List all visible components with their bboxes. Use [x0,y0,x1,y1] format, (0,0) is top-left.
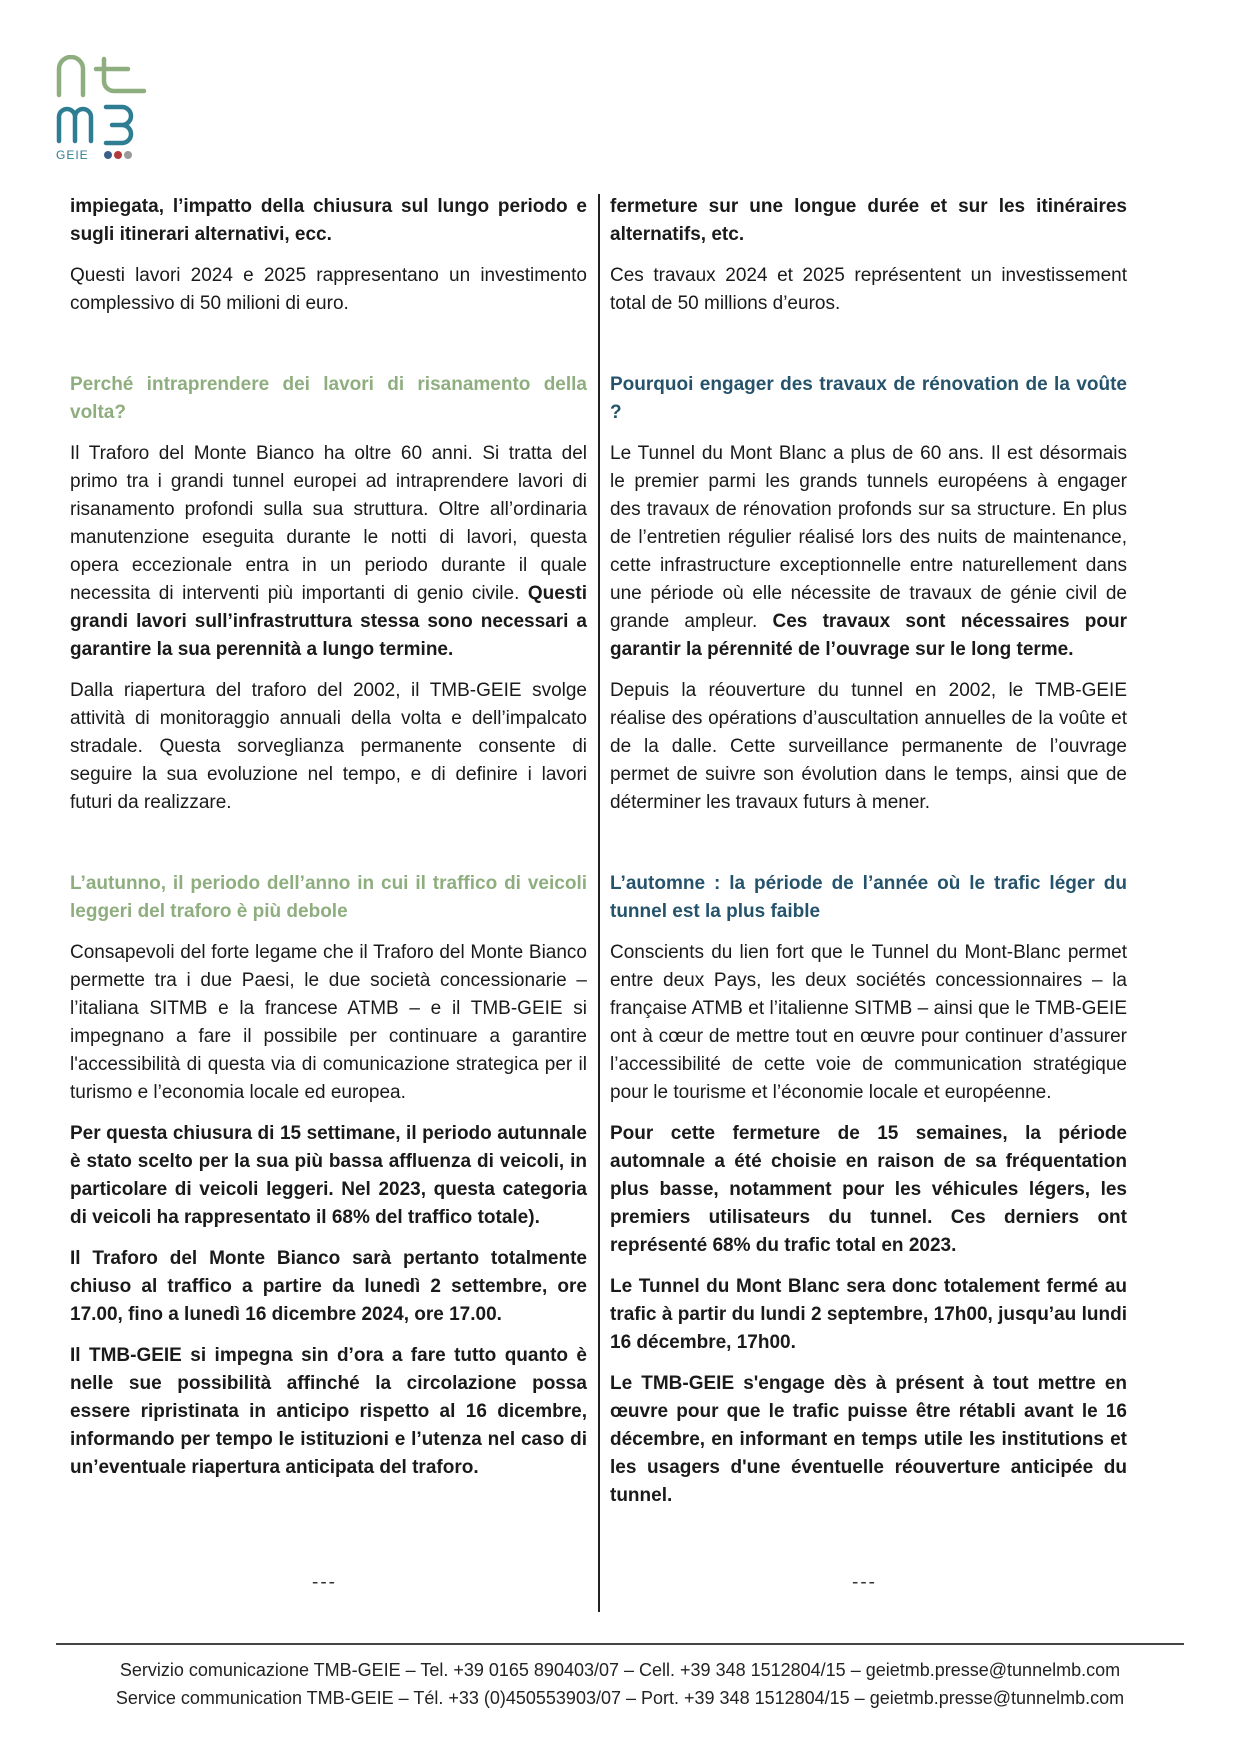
fr-paragraph-7: Le Tunnel du Mont Blanc sera donc totalement fermé au trafic à partir du lundi 2 septembre, 17h00, jusqu’au lundi 16 décembre, 17h00. [610,1276,1127,1353]
it-paragraph-5: Consapevoli del forte legame che il Traforo del Monte Bianco permette tra i due Paesi, le due società concessionarie – l’italiana SITMB e la francese ATMB – e il TMB-GEIE si impegnano a fare il possibile per continuare a garantire l'accessibilità di questa via di comunicazione strategica per il turismo e l’economia locale ed europea. [70,942,587,1103]
fr-paragraph-4: Depuis la réouverture du tunnel en 2002, le TMB-GEIE réalise des opérations d’auscultation annuelles de la voûte et de la dalle. Cette surveillance permanente de l’ouvrage permet de suivre son évolution dans le temps, ainsi que de déterminer les travaux futurs à mener. [610,680,1127,813]
it-paragraph-2: Questi lavori 2024 e 2025 rappresentano un investimento complessivo di 50 milioni di euro. [70,265,587,314]
logo-dot-grey [124,151,132,159]
fr-paragraph-6: Pour cette fermeture de 15 semaines, la période automnale a été choisie en raison de sa fréquentation plus basse, notamment pour les véhicules légers, les premiers utilisateurs du tunnel. Ces derniers ont représenté 68% du trafic total en 2023. [610,1123,1127,1256]
it-heading-2: L’autunno, il periodo dell’anno in cui il traffico di veicoli leggeri del traforo è più debole [70,873,587,922]
it-end-dashes: --- [312,1572,337,1593]
fr-paragraph-2: Ces travaux 2024 et 2025 représentent un investissement total de 50 millions d’euros. [610,265,1127,314]
fr-heading-2: L’automne : la période de l’année où le trafic léger du tunnel est la plus faible [610,873,1127,922]
italian-column [70,193,587,1495]
tmb-geie-logo [56,55,156,170]
it-paragraph-4: Dalla riapertura del traforo del 2002, il TMB-GEIE svolge attività di monitoraggio annuali della volta e dell’impalcato stradale. Questa sorveglianza permanente consente di seguire la sua evoluzione nel tempo, e di definire i lavori futuri da realizzare. [70,680,587,813]
logo-dot-red [114,151,122,159]
fr-paragraph-8: Le TMB-GEIE s'engage dès à présent à tout mettre en œuvre pour que le trafic puisse être rétabli avant le 16 décembre, en informant en temps utile les institutions et les usagers d'une éventuelle réouverture anticipée du tunnel. [610,1373,1127,1506]
french-column [610,193,1127,1523]
footer-divider [56,1643,1184,1645]
it-paragraph-7: Il Traforo del Monte Bianco sarà pertanto totalmente chiuso al traffico a partire da lunedì 2 settembre, ore 17.00, fino a lunedì 16 dicembre 2024, ore 17.00. [70,1248,587,1325]
fr-paragraph-1: fermeture sur une longue durée et sur les itinéraires alternatifs, etc. [610,196,1127,245]
footer-line-french: Service communication TMB-GEIE – Tél. +33 (0)450553903/07 – Port. +39 348 1512804/15 – geietmb.presse@tunnelmb.com [115,1688,1125,1708]
logo-letter-m [59,109,91,141]
fr-paragraph-3: Le Tunnel du Mont Blanc a plus de 60 ans. Il est désormais le premier parmi les grands tunnels européens à engager des travaux de rénovation profonds sur sa structure. En plus de l’entretien régulier réalisé lors des nuits de maintenance, cette infrastructure exceptionnelle entre naturellement dans une période où elle nécessite de travaux de génie civil de grande ampleur. Ces travaux sont nécessaires pour garantir la pérennité de l’ouvrage sur le long terme. [610,443,1127,660]
it-paragraph-3-bold: Questi grandi lavori sull’infrastruttura stessa sono necessari a garantire la sua perennità a lungo termine. [70,583,588,660]
fr-end-dashes: --- [852,1572,877,1593]
logo-letter-t [96,59,144,91]
it-paragraph-6: Per questa chiusura di 15 settimane, il periodo autunnale è stato scelto per la sua più bassa affluenza di veicoli, in particolare di veicoli leggeri. Nel 2023, questa categoria di veicoli ha rappresentato il 68% del traffico totale). [70,1123,587,1228]
logo-dot-blue [104,151,112,159]
fr-paragraph-5: Conscients du lien fort que le Tunnel du Mont-Blanc permet entre deux Pays, les deux sociétés concessionnaires – la française ATMB et l’italienne SITMB – ainsi que le TMB-GEIE ont à cœur de mettre tout en œuvre pour continuer d’assurer l’accessibilité de cette voie de communication stratégique pour le tourisme et l’économie locale et européenne. [610,942,1127,1103]
logo-caption: GEIE [56,148,89,162]
it-heading-1: Perché intraprendere dei lavori di risanamento della volta? [70,374,587,423]
it-paragraph-1: impiegata, l’impatto della chiusura sul lungo periodo e sugli itinerari alternativi, ecc. [70,196,587,245]
fr-paragraph-3-bold: Ces travaux sont nécessaires pour garantir la pérennité de l’ouvrage sur le long terme. [610,611,1127,660]
column-divider [598,194,600,1612]
it-paragraph-8: Il TMB-GEIE si impegna sin d’ora a fare tutto quanto è nelle sue possibilità affinché la circolazione possa essere ripristinata in anticipo rispetto al 16 dicembre, informando per tempo le istituzioni e l’utenza nel caso di un’eventuale riapertura anticipata del traforo. [70,1345,587,1478]
footer-line-italian: Servizio comunicazione TMB-GEIE – Tel. +39 0165 890403/07 – Cell. +39 348 1512804/15 – geietmb.presse@tunnelmb.com [119,1660,1121,1680]
logo-letter-n [59,57,83,95]
fr-heading-1: Pourquoi engager des travaux de rénovation de la voûte ? [610,374,1127,423]
logo-letter-b [106,107,131,143]
it-paragraph-3: Il Traforo del Monte Bianco ha oltre 60 anni. Si tratta del primo tra i grandi tunnel europei ad intraprendere lavori di risanamento profondi sulla sua struttura. Oltre all’ordinaria manutenzione eseguita durante le notti di lavori, questa opera eccezionale entra in un periodo durante il quale necessita di interventi più importanti di genio civile. Questi grandi lavori sull’infrastruttura stessa sono necessari a garantire la sua perennità a lungo termine. [70,443,588,660]
